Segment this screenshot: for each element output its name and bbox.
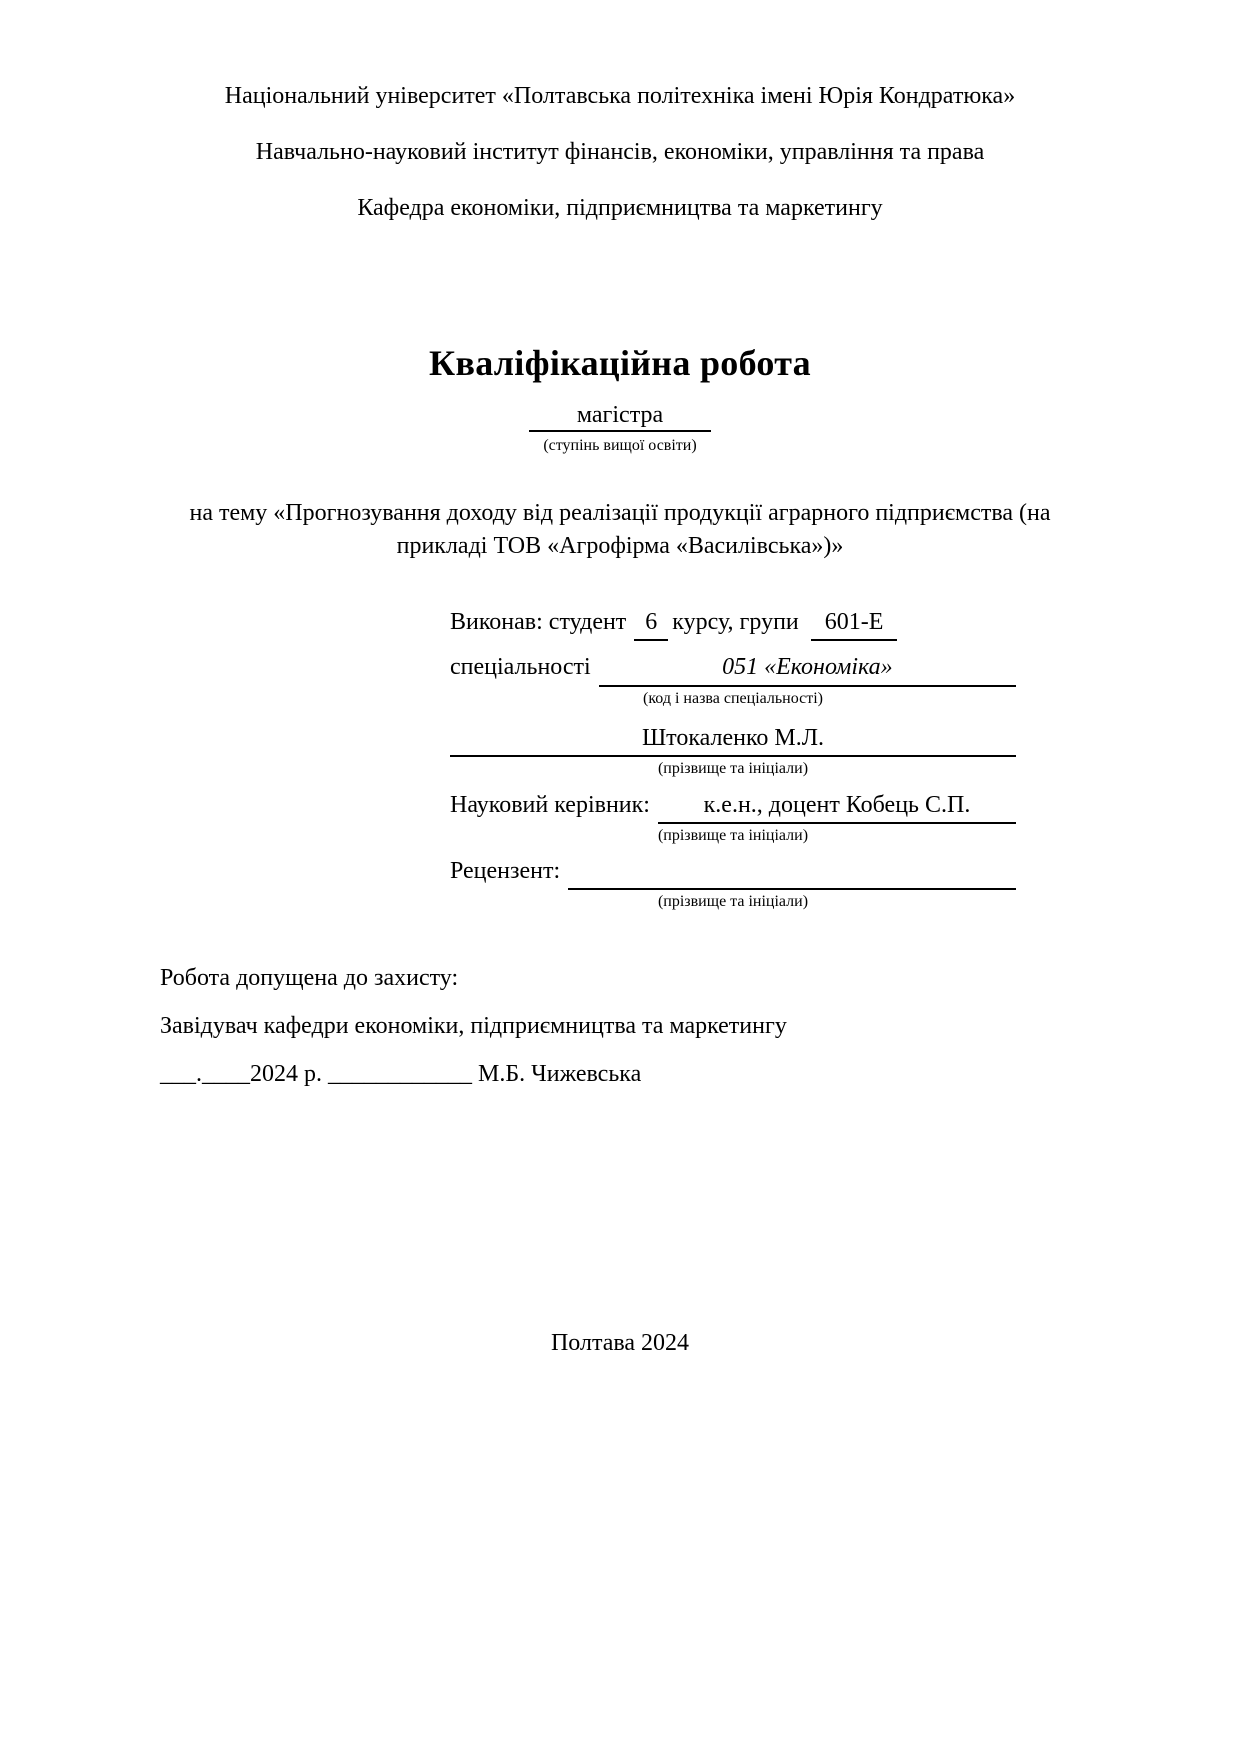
city-year: Полтава 2024: [550, 1330, 690, 1356]
supervisor-row: [450, 789, 1016, 824]
university-name: Національний університет «Полтавська політехніка імені Юрія Кондратюка»: [224, 83, 1016, 109]
supervisor-value: к.е.н., доцент Кобець С.П.: [658, 789, 1016, 824]
work-title: Кваліфікаційна робота: [429, 343, 811, 383]
speciality-caption: (код і назва спеціальності): [643, 689, 823, 707]
degree-value: магістра: [529, 402, 711, 432]
supervisor-label: Науковий керівник:: [450, 791, 650, 818]
executed-row: [450, 606, 1016, 641]
performer-block: [450, 606, 1016, 912]
institute-name: Навчально-науковий інститут фінансів, економіки, управління та права: [255, 139, 985, 165]
reviewer-label: Рецензент:: [450, 858, 561, 885]
admission-line-1: Робота допущена до захисту:: [160, 965, 459, 991]
reviewer-blank-line: [568, 855, 1016, 890]
speciality-label: спеціальності: [450, 654, 591, 681]
degree-caption: (ступінь вищої освіти): [543, 436, 697, 454]
speciality-value: 051 «Економіка»: [599, 651, 1016, 686]
supervisor-caption: (прізвище та ініціали): [657, 826, 809, 844]
executed-label: Виконав: студент: [450, 608, 627, 635]
course-value: 6: [634, 606, 668, 641]
student-name: Штокаленко М.Л.: [450, 722, 1016, 757]
speciality-row: [450, 651, 1016, 686]
reviewer-caption: (прізвище та ініціали): [657, 893, 809, 911]
student-name-caption: (прізвище та ініціали): [657, 760, 809, 778]
group-value: 601-Е: [811, 606, 898, 641]
admission-signature-line: ___.____2024 р. ____________ М.Б. Чижевська: [160, 1061, 642, 1087]
admission-block: [160, 966, 787, 1110]
topic-text: на тему «Прогнозування доходу від реалізації продукції аграрного підприємства (на прикладі ТОВ «Агрофірма «Василівська»)»: [189, 500, 1051, 559]
admission-line-2: Завідувач кафедри економіки, підприємництва та маркетингу: [160, 1013, 787, 1039]
document-header: [0, 0, 1240, 220]
reviewer-row: [450, 855, 1016, 890]
department-name: Кафедра економіки, підприємництва та маркетингу: [357, 195, 883, 221]
degree-line: [0, 402, 1240, 432]
course-words: курсу, групи: [672, 608, 799, 635]
title-block: [0, 344, 1240, 455]
